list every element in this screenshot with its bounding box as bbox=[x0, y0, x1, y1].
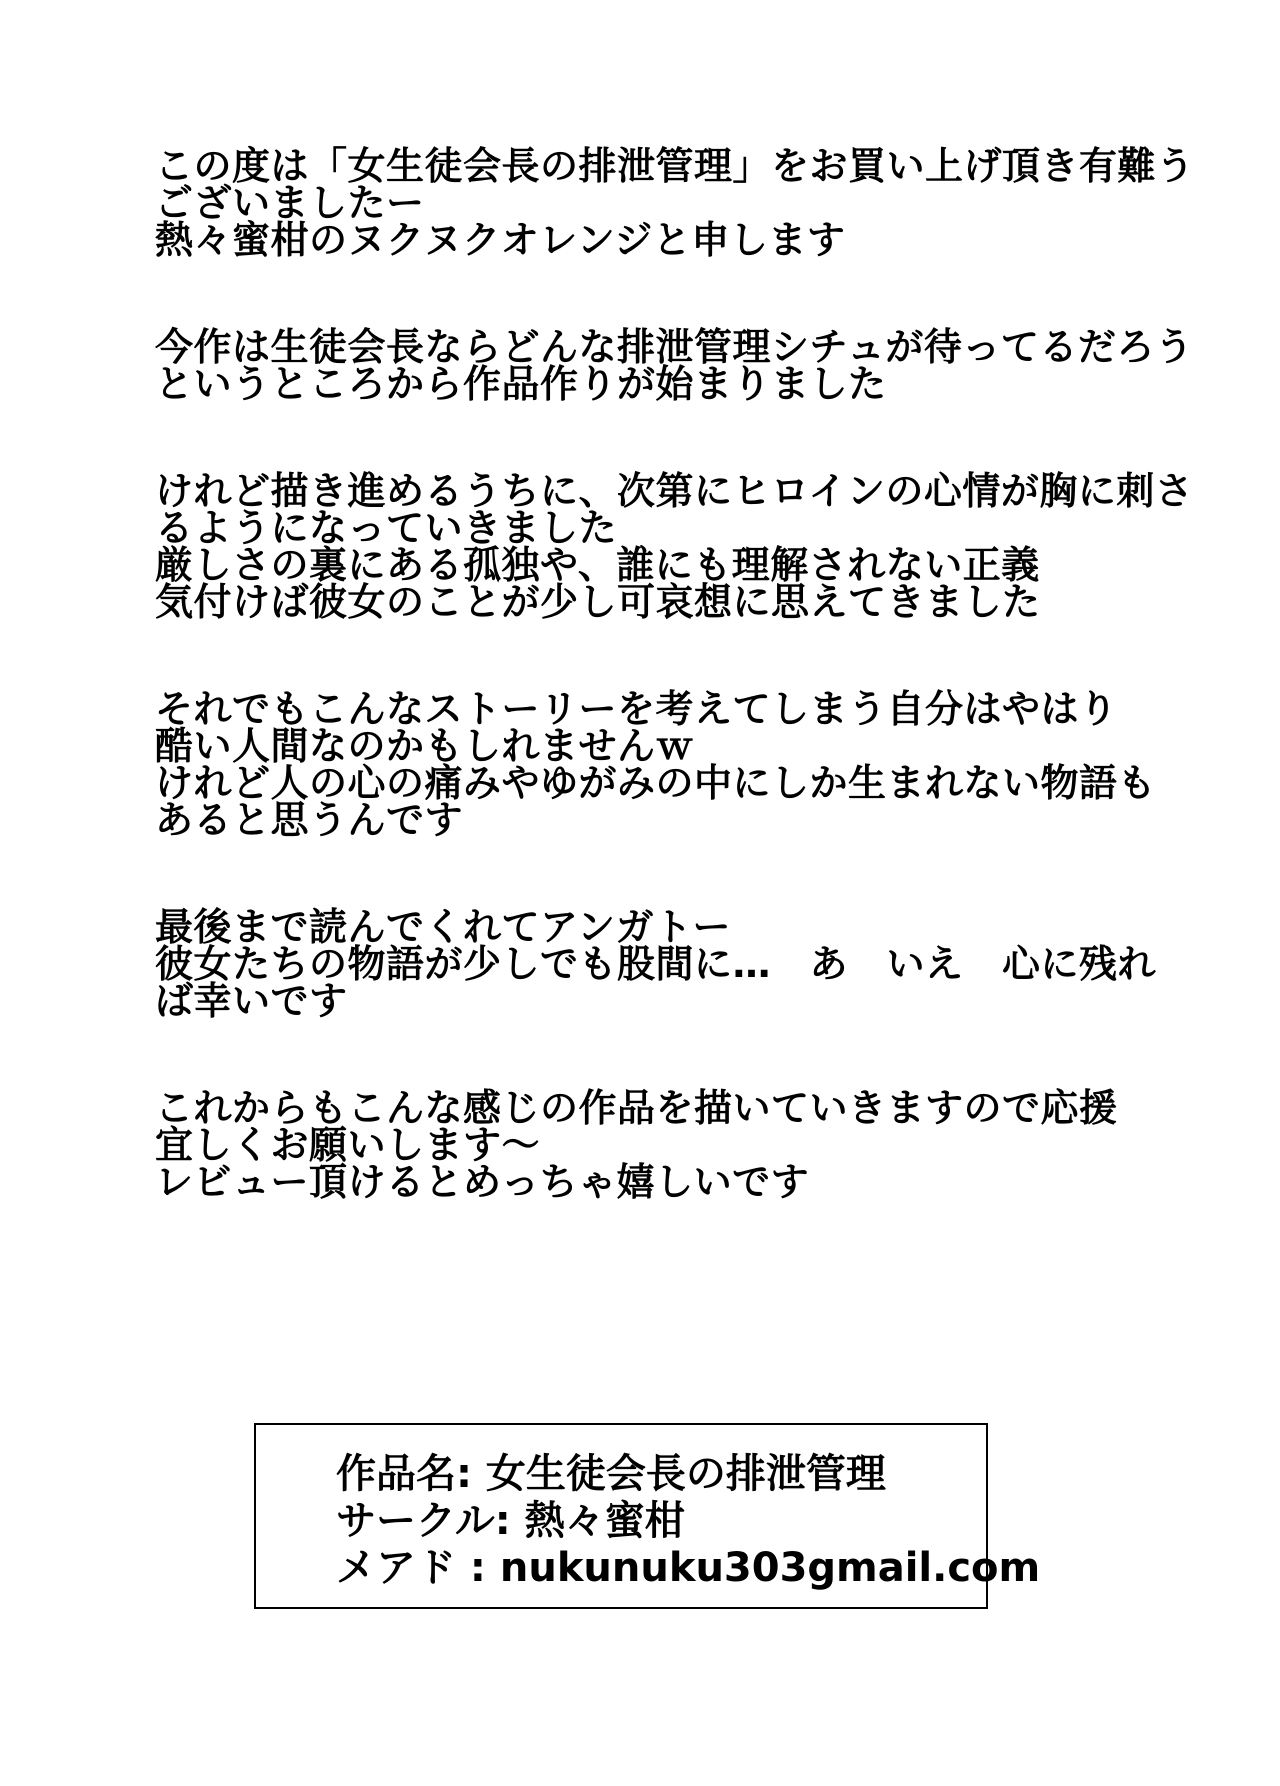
afterword-text bbox=[155, 144, 1195, 1271]
paragraph-heroine bbox=[155, 469, 1194, 624]
paragraph-story bbox=[155, 687, 1157, 842]
text-line: レビュー頂けるとめっちゃ嬉しいです bbox=[155, 1160, 810, 1204]
work-info-list bbox=[336, 1451, 1040, 1592]
work-title-label: 作品名: bbox=[336, 1451, 486, 1497]
text-line: ば幸いです bbox=[155, 979, 348, 1023]
text-line: 気付けば彼女のことが少し可哀想に思えてきました bbox=[155, 580, 1041, 624]
circle-row bbox=[336, 1498, 1040, 1545]
circle-value: 熱々蜜柑 bbox=[524, 1498, 685, 1544]
email-value: nukunuku303gmail.com bbox=[499, 1545, 1041, 1591]
work-info-box bbox=[254, 1423, 1041, 1609]
text-line: 最後まで読んでくれてアンガトー bbox=[155, 905, 731, 949]
text-line: 宜しくお願いします～ bbox=[155, 1123, 541, 1167]
text-line: 酷い人間なのかもしれませんｗ bbox=[155, 724, 695, 768]
text-line: というところから作品作りが始まりました bbox=[155, 362, 887, 406]
work-title-row bbox=[336, 1451, 1040, 1498]
text-line: けれど描き進めるうちに、次第にヒロインの心情が胸に刺さ bbox=[155, 469, 1194, 513]
text-line: 彼女たちの物語が少しでも股間に… あ いえ 心に残れ bbox=[155, 942, 1157, 986]
paragraph-origin bbox=[155, 325, 1194, 406]
text-line: 今作は生徒会長ならどんな排泄管理シチュが待ってるだろう bbox=[155, 325, 1194, 369]
circle-label: サークル: bbox=[336, 1498, 525, 1544]
text-line: これからもこんな感じの作品を描いていきますので応援 bbox=[155, 1086, 1118, 1130]
text-line: けれど人の心の痛みやゆがみの中にしか生まれない物語も bbox=[155, 761, 1157, 805]
text-line: るようになっていきました bbox=[155, 506, 618, 550]
text-line: ございましたー bbox=[155, 181, 425, 225]
text-line: あると思うんです bbox=[155, 798, 464, 842]
paragraph-closing bbox=[155, 1086, 1155, 1204]
work-title-value: 女生徒会長の排泄管理 bbox=[485, 1451, 886, 1497]
email-row bbox=[336, 1545, 1040, 1592]
paragraph-thanks bbox=[155, 905, 1157, 1023]
text-line: それでもこんなストーリーを考えてしまう自分はやはり bbox=[155, 687, 1118, 731]
text-line: 熱々蜜柑のヌクヌクオレンジと申します bbox=[155, 218, 846, 262]
paragraph-greeting bbox=[155, 144, 1195, 262]
text-line: この度は「女生徒会長の排泄管理」をお買い上げ頂き有難う bbox=[155, 144, 1195, 188]
email-label: メアド : bbox=[336, 1545, 500, 1591]
text-line: 厳しさの裏にある孤独や、誰にも理解されない正義 bbox=[155, 543, 1040, 587]
